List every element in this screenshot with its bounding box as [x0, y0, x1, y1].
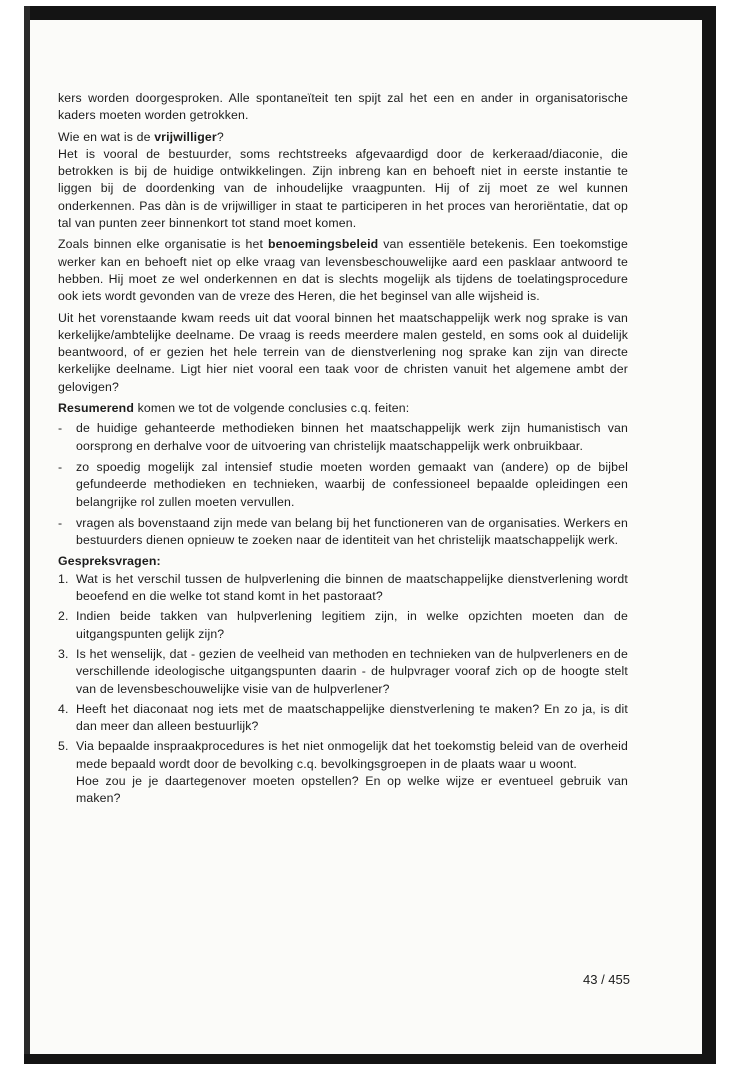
list-item [58, 515, 628, 550]
question-text: Indien beide takken van hulpverlening legitiem zijn, in welke opzichten moeten dan de uitgangspunten gelijk zijn? [76, 609, 628, 641]
section-heading [58, 553, 628, 570]
paragraph-6 [58, 400, 628, 417]
page-number: 43 / 455 [583, 972, 630, 987]
paragraph-2-text: Wie en wat is de [58, 129, 155, 144]
term-resumerend: Resumerend [58, 401, 134, 416]
question-item [58, 571, 628, 606]
scan-edge-right [702, 6, 716, 1060]
question-number: 3. [58, 646, 69, 661]
list-dash: - [58, 515, 63, 530]
list-dash: - [58, 459, 63, 474]
paragraph-4-rest: van essentiële betekenis. Een toekomstige werker kan en behoeft niet op elke vraag van levensbeschouwelijke aard een pasklaar antwoord te hebben. Hij moet ze wel onderkennen en dat is slechts mogelijk als tijdens de toelatingsprocedure ook iets wordt gevonden van de vreze des Heren, die het beginsel van alle wijsheid is. [58, 237, 628, 304]
paragraph-1: kers worden doorgesproken. Alle spontaneïteit ten spijt zal het een en ander in organisatorische kaders moeten worden getrokken. [58, 91, 628, 123]
paragraph-2-end: ? [216, 129, 224, 144]
paragraph-5: Uit het vorenstaande kwam reeds uit dat vooral binnen het maatschappelijk werk nog sprake is van kerkelijke/ambtelijke deelname. De vraag is reeds meerdere malen gesteld, en soms ook al duidelijk beantwoord, of er gezien het hele terrein van de dienstverlening nog sprake kan zijn van directe kerkelijke deelname. Ligt hier niet vooral een taak voor de christen vanuit het algemene ambt der gelovigen? [58, 310, 628, 394]
question-text: Wat is het verschil tussen de hulpverlening die binnen de maatschappelijke dienstverlening wordt beoefend en die welke tot stand komt in het pastoraat? [76, 571, 628, 604]
question-text: Via bepaalde inspraakprocedures is het niet onmogelijk dat het toekomstig beleid van de overheid mede bepaald wordt door de bevolking c.q. bevolkingsgroepen in de plaats waar u woont. [76, 739, 628, 771]
conclusions-list [58, 420, 628, 549]
question-item [58, 701, 628, 736]
question-text: Is het wenselijk, dat - gezien de veelheid van methoden en technieken van de hulpverleners en de verschillende ideologische uitgangspunten daarin - de hulpvrager vooraf zich op de hoogte stelt van de levensbeschouwelijke visie van de hulpverlener? [76, 646, 628, 696]
list-item [58, 459, 628, 511]
paragraph-4 [58, 236, 628, 305]
scan-edge-top [24, 6, 716, 20]
question-number: 1. [58, 571, 69, 586]
list-dash: - [58, 421, 63, 436]
question-text: Heeft het diaconaat nog iets met de maatschappelijke dienstverlening te maken? En zo ja, is dit dan meer dan alleen bestuurlijk? [76, 701, 628, 734]
paragraph-6-text: komen we tot de volgende conclusies c.q. feiten: [134, 401, 410, 416]
question-number: 5. [58, 739, 69, 754]
questions-title: Gespreksvragen: [58, 554, 161, 569]
paragraph-4-text: Zoals binnen elke organisatie is het [58, 237, 268, 252]
list-item-text: de huidige gehanteerde methodieken binnen het maatschappelijk werk zijn humanistisch van oorsprong en derhalve voor de uitvoering van christelijk maatschappelijk werk onbruikbaar. [76, 421, 628, 453]
paragraph-2 [58, 129, 628, 146]
page-body [58, 90, 628, 811]
scan-edge-bottom [24, 1054, 716, 1064]
questions-list [58, 571, 628, 808]
list-item-text: zo spoedig mogelijk zal intensief studie moeten worden gemaakt van (andere) op de bijbel gefundeerde methodieken en technieken, waarbij de confessioneel bepaalde opleidingen een belangrijke rol zullen moeten vervullen. [76, 459, 628, 509]
question-number: 4. [58, 701, 69, 716]
term-benoemingsbeleid: benoemingsbeleid [267, 237, 379, 252]
question-text-continued: Hoe zou je je daartegenover moeten opstellen? En op welke wijze er eventueel gebruik van maken? [76, 773, 628, 806]
list-item [58, 420, 628, 455]
list-item-text: vragen als bovenstaand zijn mede van belang bij het functioneren van de organisaties. Werkers en bestuurders dienen opnieuw te zoeken naar de identiteit van het christelijk maatschappelijk werk. [76, 515, 628, 548]
question-item [58, 646, 628, 698]
question-number: 2. [58, 609, 69, 624]
paragraph-3: Het is vooral de bestuurder, soms rechtstreeks afgevaardigd door de kerkeraad/diaconie, die betrokken is bij de huidige ontwikkelingen. Zijn inbreng kan en behoeft niet in eerste instantie te liggen bij de doordenking van de inhoudelijke vraagpunten. Hij of zij moet ze wel kunnen onderkennen. Pas dàn is de vrijwilliger in staat te participeren in het proces van heroriëntatie, dat op tal van punten zeer binnenkort tot stand moet komen. [58, 146, 628, 231]
question-item [58, 608, 628, 643]
question-item [58, 738, 628, 807]
term-vrijwilliger: vrijwilliger [154, 129, 217, 144]
